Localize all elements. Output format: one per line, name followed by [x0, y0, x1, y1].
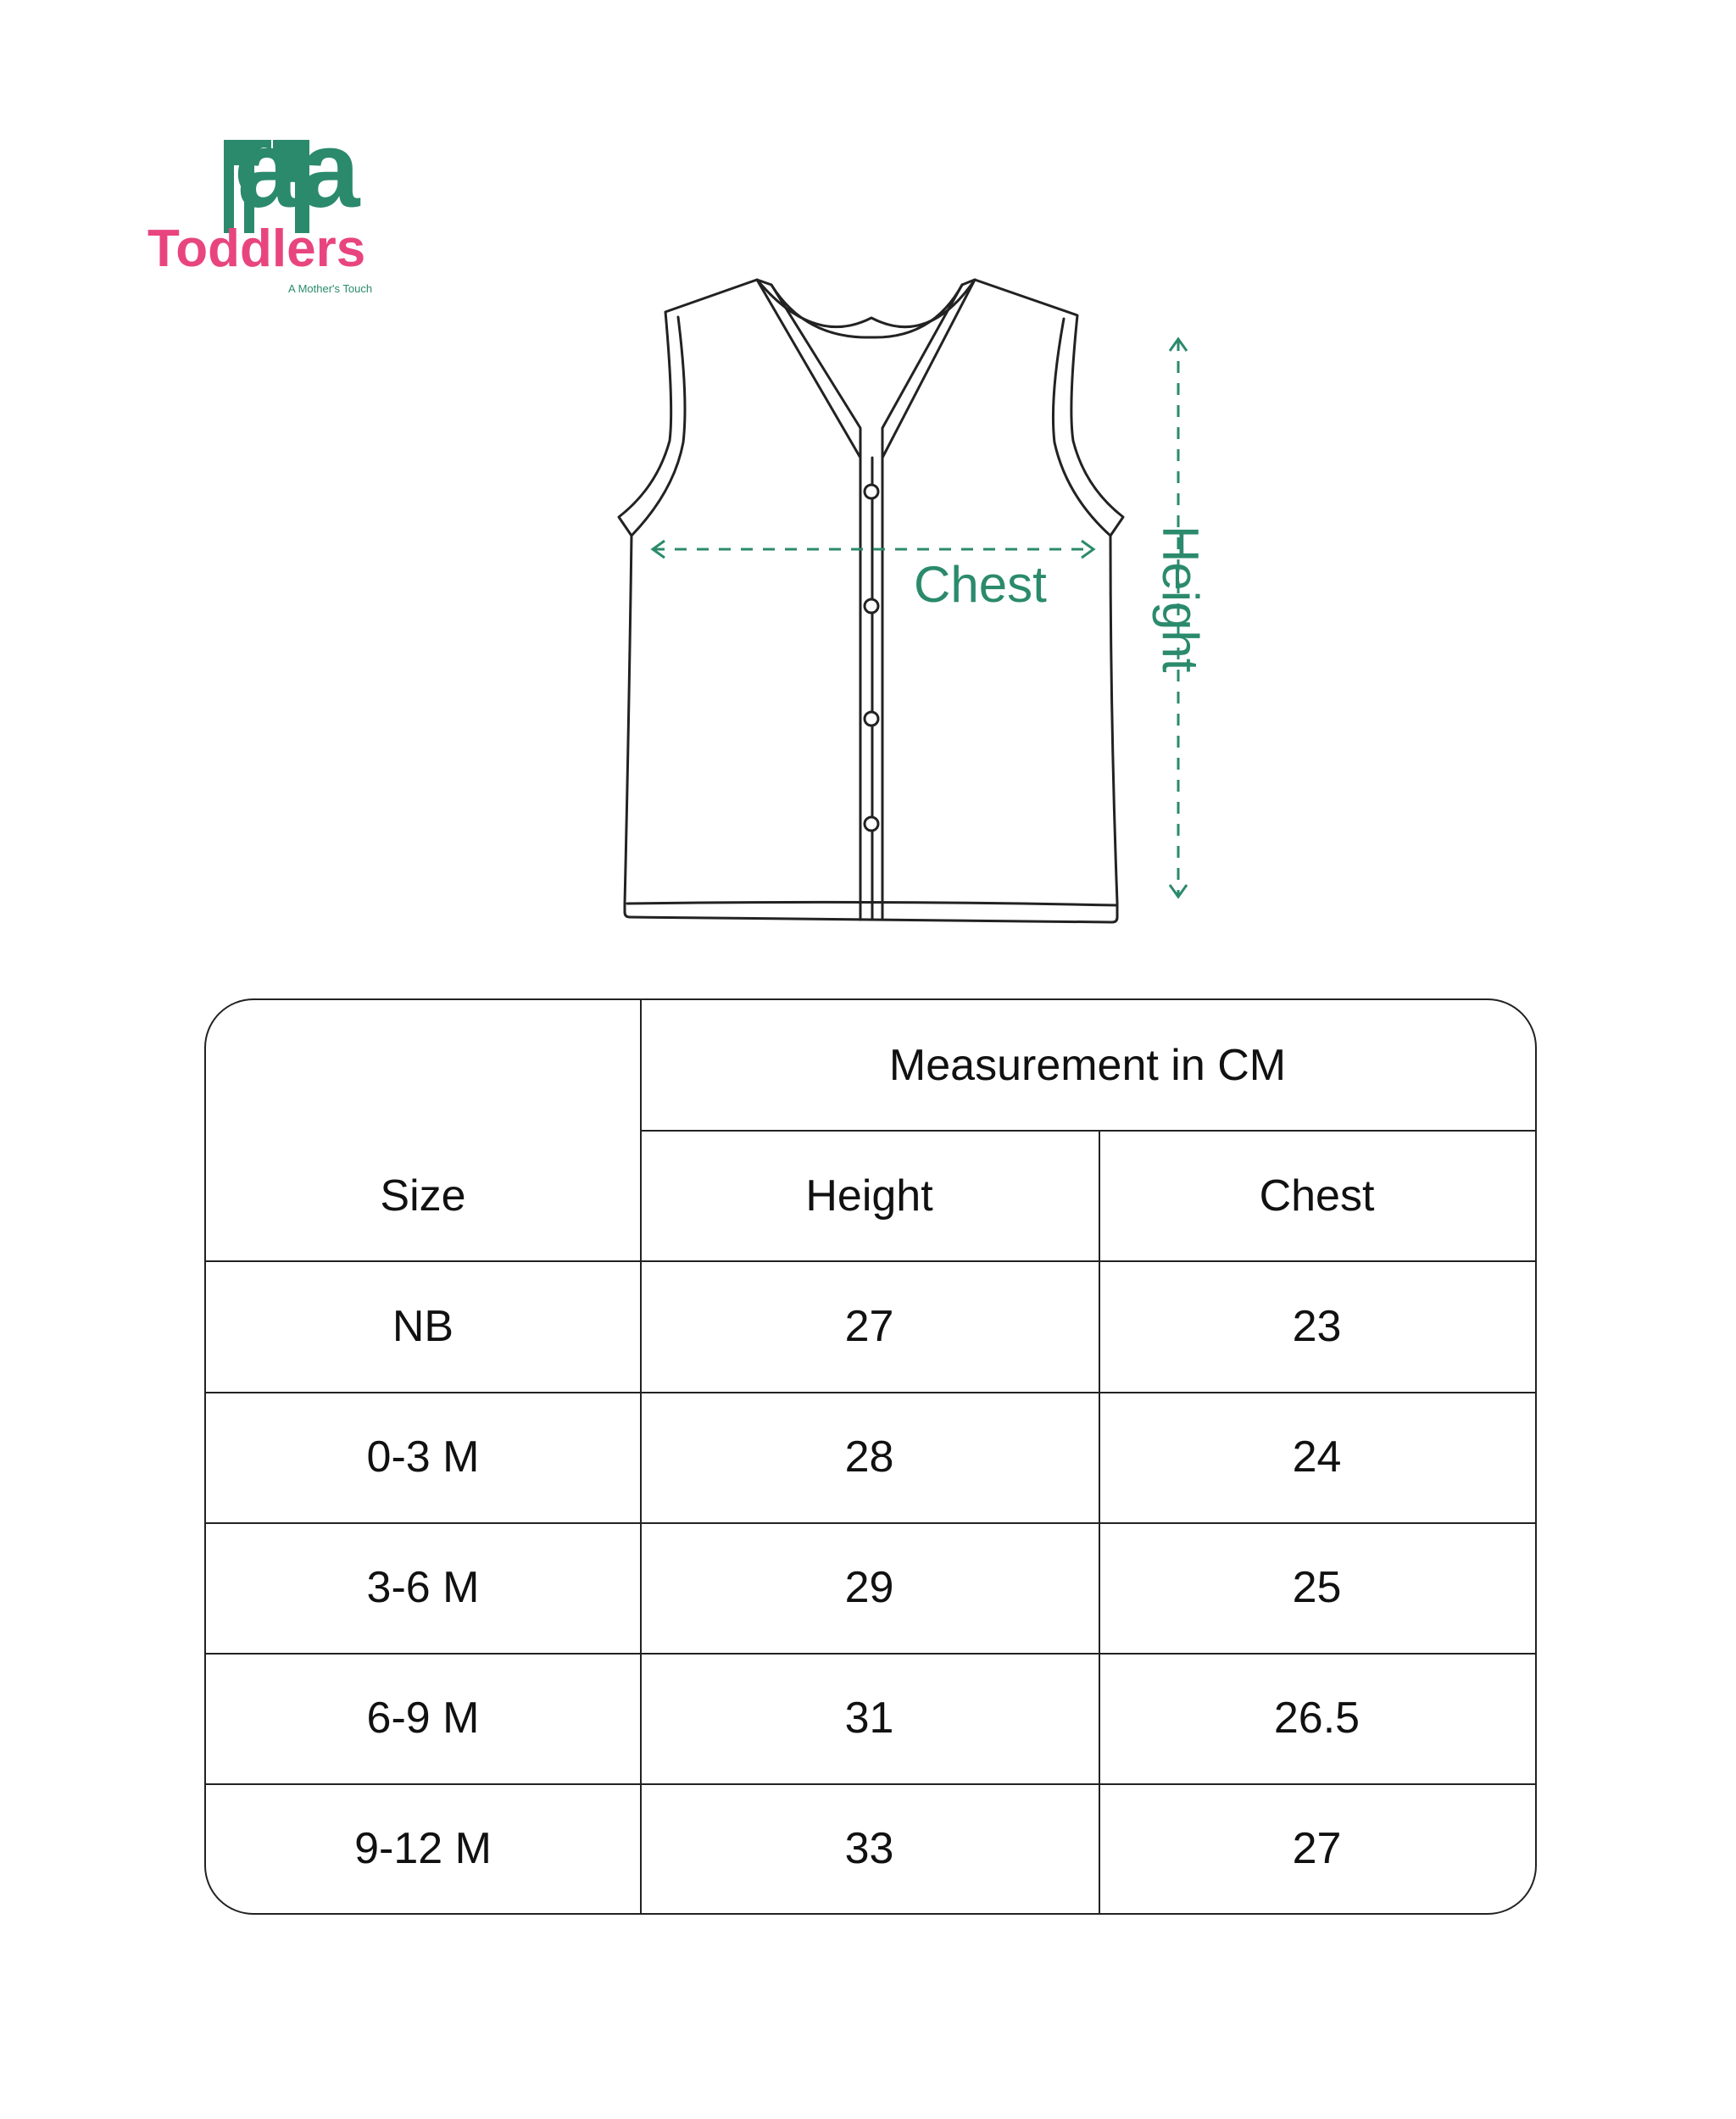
size-cell: 3-6 M — [366, 1563, 480, 1612]
logo-tagline: A Mother's Touch — [288, 282, 373, 295]
height-cell: 31 — [844, 1694, 894, 1743]
column-header-chest: Chest — [1259, 1171, 1375, 1221]
column-header-size: Size — [380, 1171, 466, 1221]
button-icon — [865, 485, 878, 498]
logo-brand-bottom: Toddlers — [147, 220, 366, 278]
group-header: Measurement in CM — [888, 1041, 1287, 1090]
logo-brand-top: aa — [237, 109, 362, 231]
brand-logo — [144, 109, 390, 301]
button-icon — [865, 817, 878, 831]
chest-cell: 26.5 — [1273, 1694, 1360, 1743]
chest-cell: 25 — [1292, 1563, 1342, 1612]
height-cell: 33 — [844, 1823, 894, 1873]
column-header-height: Height — [805, 1171, 933, 1221]
height-label: Height — [1152, 526, 1209, 673]
chest-cell: 27 — [1292, 1823, 1342, 1873]
size-cell: 6-9 M — [366, 1694, 480, 1743]
chest-label: Chest — [914, 556, 1047, 613]
button-icon — [865, 599, 878, 613]
size-cell: NB — [392, 1302, 454, 1351]
button-icon — [865, 712, 878, 726]
size-cell: 9-12 M — [354, 1823, 492, 1873]
chest-cell: 23 — [1292, 1302, 1342, 1351]
height-cell: 28 — [844, 1432, 894, 1482]
size-cell: 0-3 M — [366, 1432, 480, 1482]
chest-cell: 24 — [1292, 1432, 1342, 1482]
height-cell: 29 — [844, 1563, 894, 1612]
arrow-right-icon — [1082, 541, 1093, 558]
height-cell: 27 — [844, 1302, 894, 1351]
size-chart-table — [204, 998, 1537, 1915]
